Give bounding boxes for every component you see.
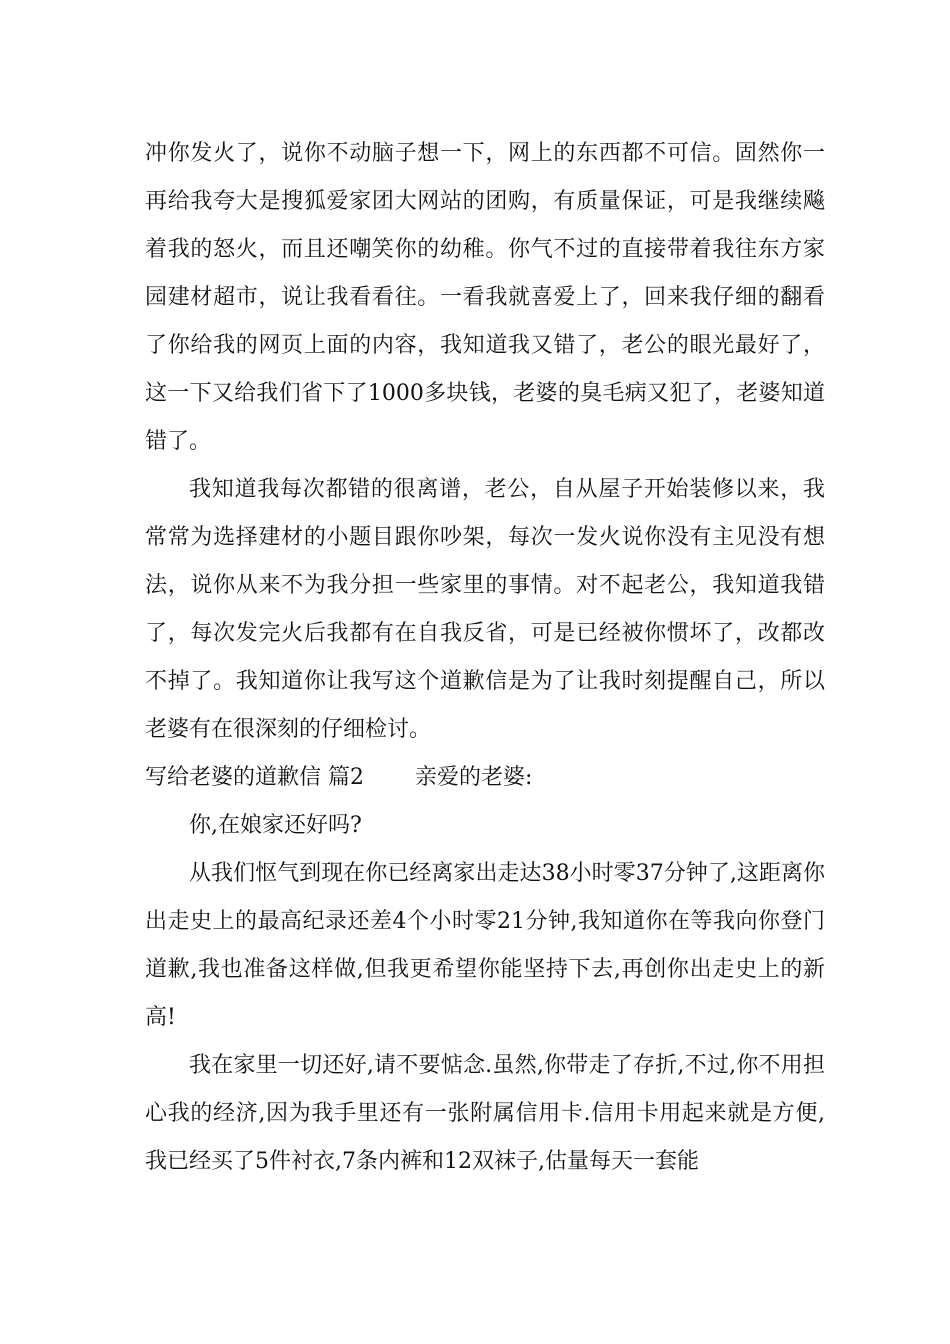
paragraph: 我知道我每次都错的很离谱，老公，自从屋子开始装修以来，我常常为选择建材的小题目跟你吵架，每次一发火说你没有主见没有想法，说你从来不为我分担一些家里的事情。对不起老公，我知道我错了，每次发完火后我都有在自我反省，可是已经被你惯坏了，改都改不掉了。我知道你让我写这个道歉信是为了让我时刻提醒自己，所以老婆有在很深刻的仔细检讨。 [145, 477, 825, 742]
paragraph: 从我们怄气到现在你已经离家出走达38小时零37分钟了,这距离你出走史上的最高纪录还差4个小时零21分钟,我知道你在等我向你登门道歉,我也准备这样做,但我更希望你能坚持下去,再创你出走史上的新高! [145, 861, 825, 1030]
paragraph: 我在家里一切还好,请不要惦念.虽然,你带走了存折,不过,你不用担心我的经济,因为我手里还有一张附属信用卡.信用卡用起来就是方便,我已经买了5件衬衣,7条内裤和12双袜子,估量每天一套能 [145, 1053, 825, 1174]
section-heading-row [145, 754, 825, 802]
paragraph-continuation: 冲你发火了，说你不动脑子想一下，网上的东西都不可信。固然你一再给我夸大是搜狐爱家团大网站的团购，有质量保证，可是我继续飚着我的怒火，而且还嘲笑你的幼稚。你气不过的直接带着我往东方家园建材超市，说让我看看往。一看我就喜爱上了，回来我仔细的翻看了你给我的网页上面的内容，我知道我又错了，老公的眼光最好了，这一下又给我们省下了1000多块钱，老婆的臭毛病又犯了，老婆知道错了。 [145, 141, 825, 454]
section-heading: 写给老婆的道歉信 篇2 [145, 765, 364, 790]
document-body [145, 130, 825, 1186]
salutation: 亲爱的老婆: [415, 765, 533, 790]
paragraph: 你,在娘家还好吗? [189, 813, 362, 838]
